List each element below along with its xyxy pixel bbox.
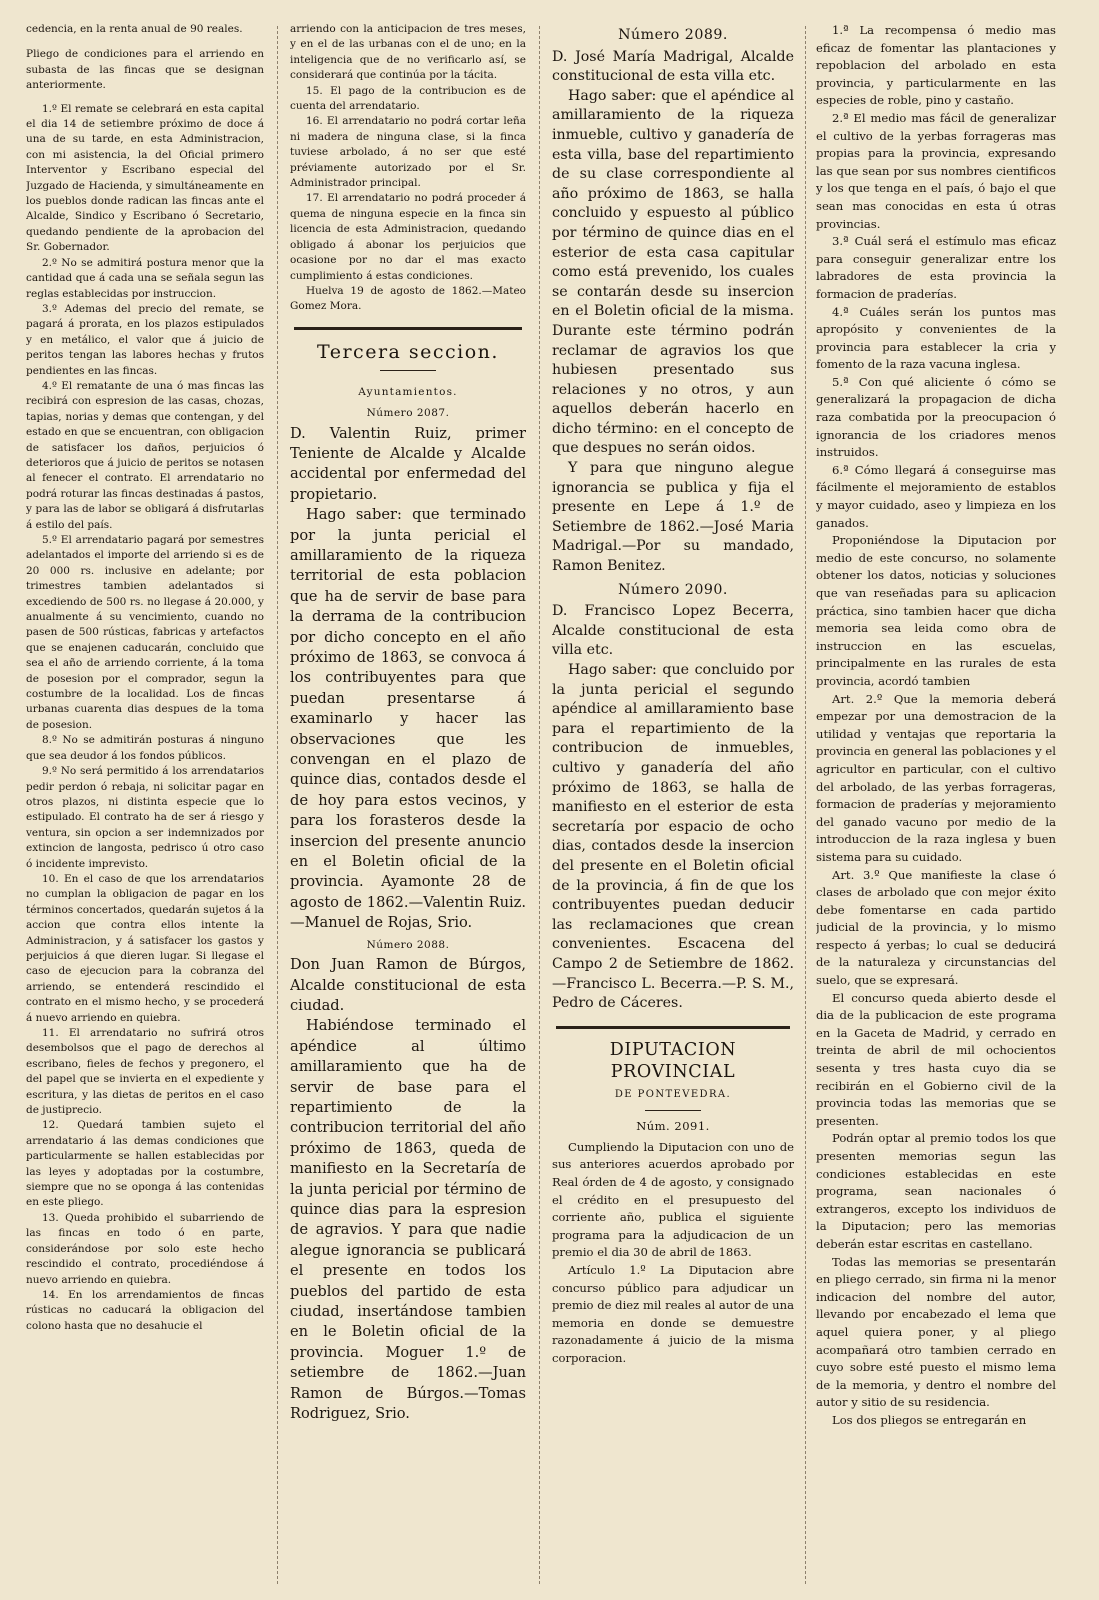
notice-number: Número 2088. (366, 938, 450, 951)
condition-item: 10. En el caso de que los arrendatarios no cumplan la obligacion de pagar en los términos concertados, quedarán sujetos á la accion que contra ellos intente la Administracion, y á satisfacer los gastos y perjuicios á que dieren lugar. Si llegase el caso de ejecucion para la cobranza del arriendo, se entenderá rescindido el contrato en el mismo hecho, y se procederá á nuevo arriendo en quiebra. (26, 872, 264, 1024)
notice-body: Y para que ninguno alegue ignorancia se publica y fija el presente en Lepe á 1.º de Setiembre de 1862.—José Maria Madrigal.—Por su mandado, Ramon Benitez. (552, 460, 794, 575)
notice-heading: Don Juan Ramon de Búrgos, Alcalde constitucional de esta ciudad. (290, 956, 526, 1014)
condition-item: 15. El pago de la contribucion es de cuenta del arrendatario. (290, 84, 526, 113)
notice-number: Número 2090. (618, 581, 728, 598)
ornament-rule (645, 1110, 701, 1111)
section-title: Tercera seccion. (317, 340, 499, 363)
subsection-title: Ayuntamientos. (358, 385, 458, 398)
notice-body: Hago saber: que concluido por la junta pericial el segundo apéndice al amillaramiento base para el repartimiento de la contribucion de inmuebles, cultivo y ganadería del año próximo de 1863, se halla de manifiesto en el esterior de esta secretaría por espacio de ocho dias, contados desde la insercion del presente en el Boletin oficial de la provincia, á fin de que los contribuyentes puedan deducir las reclamaciones que crean convenientes. Escacena del Campo 2 de Setiembre de 1862.—Francisco L. Becerra.—P. S. M., Pedro de Cáceres. (552, 662, 794, 1012)
continued-text: arriendo con la anticipacion de tres meses, y en el de las urbanas con el de uno; en la inteligencia que de no verificarlo así, se considerará que continúa por la tácita. (290, 23, 526, 82)
notice-heading: D. Francisco Lopez Becerra, Alcalde constitucional de esta villa etc. (552, 603, 794, 659)
ornament-rule (380, 370, 436, 371)
condition-item: 14. En los arrendamientos de fincas rústicas no caducará la obligacion del colono hasta que no desahucie el (26, 1288, 264, 1332)
condition-item: 16. El arrendatario no podrá cortar leña ni madera de ninguna clase, si la finca tuviese arbolado, á no ser que esté préviamente autorizado por el Sr. Administrador principal. (290, 115, 526, 190)
program-paragraph: Art. 2.º Que la memoria deberá empezar por una demostracion de la utilidad y ventajas que reportaria la provincia en general las poblaciones y el agricultor en particular, con el cultivo del arbolado, de las yerbas forrageras, formacion de praderías y mejoramiento del ganado vacuno por medio de la introduccion de la raza inglesa y buen sistema para su cuidado. (816, 691, 1056, 864)
program-paragraph: Los dos pliegos se entregarán en (832, 1412, 1027, 1427)
section-rule (556, 1026, 790, 1029)
topic-item: 2.ª El medio mas fácil de generalizar el cultivo de la yerbas forrageras mas propias para la provincia, expresando las que sean por sus nombres cientificos y los que tenga en el país, ó bajo el que sean mas conocidas en esta ú otras provincias. (816, 110, 1056, 231)
notice-number: Núm. 2091. (636, 1119, 710, 1134)
notice-body: Artículo 1.º La Diputacion abre concurso público para adjudicar un premio de diez mil reales al autor de una memoria en donde se demuestre razonadamente á juicio de la misma corporacion. (552, 1263, 794, 1365)
notice-body: Cumpliendo la Diputacion con uno de sus anteriores acuerdos aprobado por Real órden de 4 de agosto, y consignado el crédito en el presupuesto del corriente año, publica el siguiente programa para la adjudicacion de un premio el dia 30 de abril de 1863. (552, 1139, 794, 1260)
topic-item: 4.ª Cuáles serán los puntos mas apropósito y convenientes de la provincia para establecer la cria y fomento de la raza vacuna inglesa. (816, 304, 1056, 372)
notice-body: Habiéndose terminado el apéndice al último amillaramiento que ha de servir de base para el repartimiento de la contribucion territorial del año próximo de 1863, queda de manifiesto en la Secretaría de la junta pericial por término de quince dias para la espresion de agravios. Y para que nadie alegue ignorancia se publicará el presente en todos los pueblos del partido de esta ciudad, insertándose tambien en le Boletin oficial de la provincia. Moguer 1.º de setiembre de 1862.—Juan Ramon de Búrgos.—Tomas Rodriguez, Srio. (290, 1017, 526, 1423)
continued-text: cedencia, en la renta anual de 90 reales. (26, 23, 243, 35)
condition-item: 9.º No será permitido á los arrendatarios pedir perdon ó rebaja, ni solicitar pagar en otros plazos, ni distinta especie que lo estipulado. El contrato ha de ser á riesgo y ventura, sin opcion a ser indemnizados por extincion de langosta, pedrisco ú otro caso ó incidente imprevisto. (26, 765, 264, 870)
condition-item: 3.º Ademas del precio del remate, se pagará á prorata, en los plazos estipulados y en metálico, el valor que á juicio de peritos tengan las labores hechas y frutos pendientes en las fincas. (26, 302, 264, 377)
program-paragraph: Proponiéndose la Diputacion por medio de este concurso, no solamente obtener los datos, noticias y soluciones que van reseñadas para su aplicacion práctica, sino tambien hacer que dicha memoria sea leida como obra de instruccion en las escuelas, principalmente en las rurales de esta provincia, acordó tambien (816, 533, 1056, 688)
condition-item: 1.º El remate se celebrará en esta capital el dia 14 de setiembre próximo de doce á una de su tarde, en esta Administracion, con mi asistencia, la del Oficial primero Interventor y Escribano especial del Juzgado de Hacienda, y simultáneamente en los pueblos donde radican las fincas ante el Alcalde, Sindico y Escribano ó Secretario, quedando pendiente de la aprobacion del Sr. Gobernador. (26, 102, 264, 254)
signature-date: Huelva 19 de agosto de 1862.—Mateo Gomez Mora. (290, 284, 526, 313)
condition-item: 12. Quedará tambien sujeto el arrendatario á las demas condiciones que particularmente se hallen establecidas por las leyes y adoptadas por la costumbre, siempre que no se oponga á las contenidas en este pliego. (26, 1119, 264, 1209)
conditions-heading: Pliego de condiciones para el arriendo en subasta de las fincas que se designan anteriormente. (26, 48, 264, 92)
column-4 (816, 22, 1056, 1592)
topic-item: 5.ª Con qué aliciente ó cómo se generalizará la propagacion de dicha raza combatida por la preocupacion ó ignorancia de los criadores menos instruidos. (816, 374, 1056, 460)
notice-body: Hago saber: que terminado por la junta pericial el amillaramiento de la riqueza territorial de esta poblacion que ha de servir de base para la derrama de la contribucion por dicho concepto en el año próximo de 1863, se convoca á los contribuyentes para que puedan presentarse á examinarlo y hacer las observaciones que les convengan en el plazo de quince dias, contados desde el de hoy para estos vecinos, y para los forasteros desde la insercion del presente anuncio en el Boletin oficial de la provincia. Ayamonte 28 de agosto de 1862.—Valentin Ruiz.—Manuel de Rojas, Srio. (290, 506, 526, 932)
column-1 (26, 22, 264, 1592)
column-divider (539, 26, 540, 1584)
diputacion-subtitle: DE PONTEVEDRA. (614, 1088, 732, 1100)
program-paragraph: Todas las memorias se presentarán en pliego cerrado, sin firma ni la menor indicacion del nombre del autor, llevando por encabezado el lema que aquel quiera poner, y al pliego acompañará otro tambien cerrado en cuyo sobre esté puesto el mismo lema de la memoria, y dentro el nombre del autor y sitio de su residencia. (816, 1254, 1056, 1410)
column-3 (552, 22, 794, 1592)
notice-body: Hago saber: que el apéndice al amillaramiento de la riqueza inmueble, cultivo y ganadería de esta villa, base del repartimiento de su clase correspondiente al año próximo de 1863, se halla concluido y espuesto al público por término de quince dias en el esterior de esta casa capitular como está prevenido, los cuales se contarán desde su insercion en el Boletin oficial de la misma. Durante este término podrán reclamar de agravios los que hubiesen presentado sus relaciones y no otros, y aun aquellos deberán hacerlo en dicho término: en el concepto de que despues no serán oidos. (552, 87, 794, 457)
topic-item: 1.ª La recompensa ó medio mas eficaz de fomentar las plantaciones y repoblacion del arbolado en esta provincia, y particularmente en las especies de roble, pino y castaño. (816, 23, 1056, 108)
section-rule (294, 327, 522, 330)
condition-item: 4.º El rematante de una ó mas fincas las recibirá con espresion de las casas, chozas, tapias, norias y demas que contengan, y del estado en que se encuentran, con obligacion de satisfacer los daños, perjuicios ó deterioros que á juicio de peritos se notasen al fenecer el contrato. El arrendatario no podrá roturar las fincas destinadas á pastos, y para las de labor se obligará á disfrutarlas á estilo del país. (26, 379, 264, 531)
column-divider (805, 26, 806, 1584)
notice-heading: D. Valentin Ruiz, primer Teniente de Alcalde y Alcalde accidental por enfermedad del propietario. (290, 424, 526, 503)
condition-item: 17. El arrendatario no podrá proceder á quema de ninguna especie en la finca sin licencia de esta Administracion, quedando obligado á abonar los perjuicios que ocasione por no dar el mas exacto cumplimiento á estas condiciones. (290, 192, 526, 282)
column-divider (277, 26, 278, 1584)
program-paragraph: El concurso queda abierto desde el dia de la publicacion de este programa en la Gaceta de Madrid, y cerrado en treinta de abril de mil ochocientos sesenta y tres hasta cuyo dia se recibirán en el Gobierno civil de la provincia todas las memorias que se presenten. (816, 990, 1056, 1128)
notice-number: Número 2089. (618, 27, 728, 43)
diputacion-title: DIPUTACION PROVINCIAL (609, 1039, 737, 1082)
condition-item: 5.º El arrendatario pagará por semestres adelantados el importe del arriendo si es de 20 000 rs. inclusive en adelante; por trimestres tambien adelantados si excediendo de 500 rs. no llegase á 20.000, y anualmente á su vencimiento, cuando no pasen de 500 rústicas, fabricas y artefactos que se enajenen caducarán, concluido que sea el año de arriendo corriente, á la toma de posesion por el comprador, segun la costumbre de la localidad. Los de fincas urbanas cuarenta dias despues de la toma de posesion. (26, 534, 264, 731)
topic-item: 3.ª Cuál será el estímulo mas eficaz para conseguir generalizar entre los labradores de esta provincia la formacion de praderías. (816, 234, 1056, 301)
condition-item: 13. Queda prohibido el subarriendo de las fincas en todo ó en parte, considerándose por solo este hecho rescindido el contrato, procediéndose á nuevo arriendo en quiebra. (26, 1211, 264, 1286)
condition-item: 8.º No se admitirán posturas á ninguno que sea deudor á los fondos públicos. (26, 734, 264, 762)
topic-item: 6.ª Cómo llegará á conseguirse mas fácilmente el mejoramiento de establos y mayor cuidado, aseo y limpieza en los ganados. (816, 462, 1056, 530)
condition-item: 11. El arrendatario no sufrirá otros desembolsos que el pago de derechos al escribano, fieles de fechos y pregonero, el del papel que se invierta en el expediente y escritura, y las dietas de peritos en el caso de justiprecio. (26, 1027, 264, 1117)
program-paragraph: Podrán optar al premio todos los que presenten memorias segun las condiciones establecidas en este programa, sean nacionales ó extrangeros, excepto los individuos de la Diputacion; pero las memorias deberán estar escritas en castellano. (816, 1131, 1056, 1251)
notice-heading: D. José María Madrigal, Alcalde constitucional de esta villa etc. (552, 48, 794, 85)
column-2 (290, 22, 526, 1592)
program-paragraph: Art. 3.º Que manifieste la clase ó clases de arbolado que con mejor éxito debe fomentarse en cada partido judicial de la provincia, y lo mismo respecto á yerbas; lo cual se deducirá de la naturaleza y circunstancias del suelo, que se expresará. (816, 867, 1056, 988)
condition-item: 2.º No se admitirá postura menor que la cantidad que á cada una se señala segun las reglas establecidas por instruccion. (26, 256, 264, 300)
notice-number: Número 2087. (366, 407, 450, 420)
